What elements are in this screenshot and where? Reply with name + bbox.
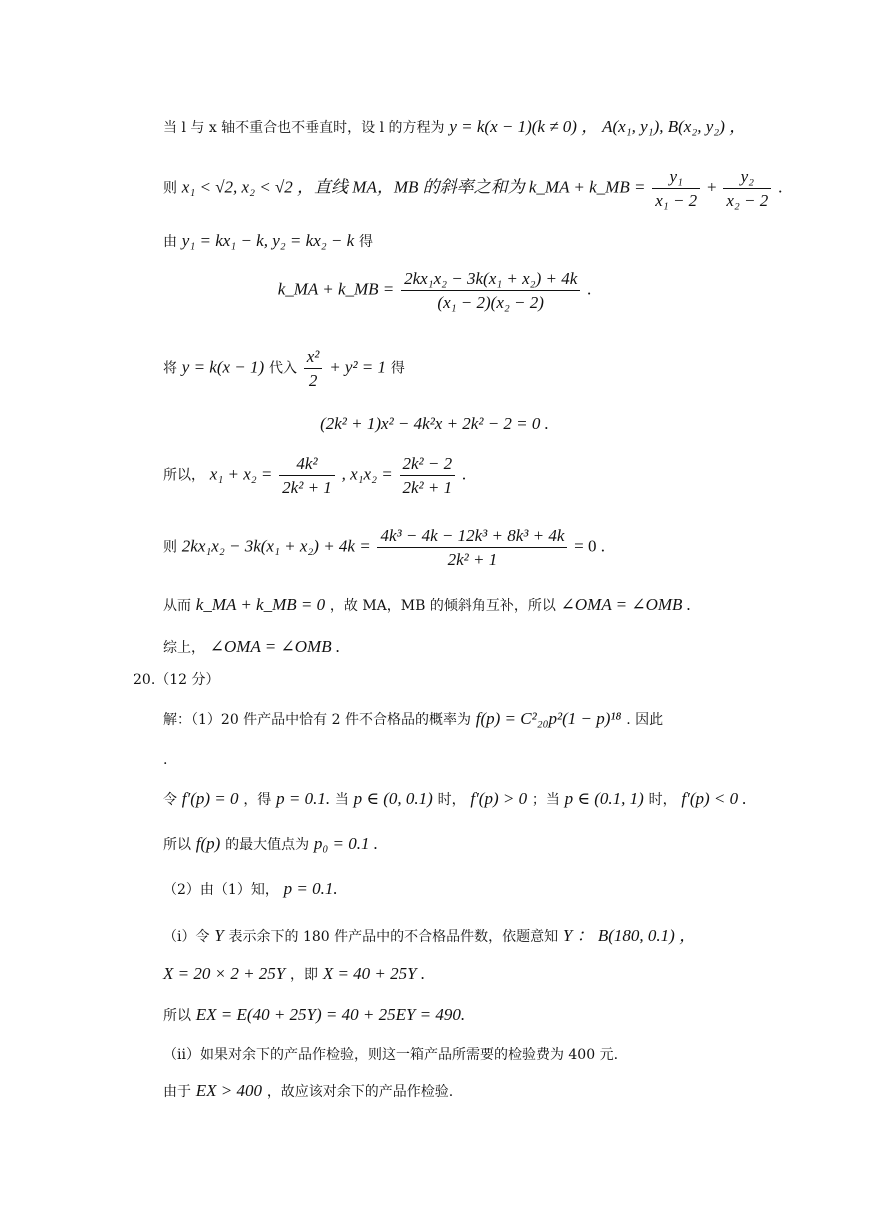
text-line-12: 解：（1）20 件产品中恰有 2 件不合格品的概率为 f(p) = C²₂₀p²(1 − p)¹⁸ . 因此 [163,709,664,728]
text-line-16: （2）由（1）知， p = 0.1. [163,879,338,898]
text-line-9: 从而 k_MA + k_MB = 0 ，故 MA，MB 的倾斜角互补，所以 ∠OMA = ∠OMB . [163,595,691,614]
display-equation-2: (2k² + 1)x² − 4k²x + 2k² − 2 = 0 . [320,414,549,433]
text-line-20: （ii）如果对余下的产品作检验，则这一箱产品所需要的检验费为 400 元. [163,1047,619,1063]
text-line-17: （i）令 Y 表示余下的 180 件产品中的不合格品件数，依题意知 Y ： B(180, 0.1) ， [163,926,697,945]
text-line-2: 则 x₁ < √2, x₂ < √2 ，直线 MA，MB 的斜率之和为 k_MA + k_MB = $\frac{\text{y₁}}{\text{x₁ − 2}}$ + $\frac{\text{y₂}}{\text{x₂ − 2}}$ . [163,167,783,210]
fraction: $\frac{\text{2k² − 2}}{\text{2k² + 1}}$ [400,455,456,496]
text-line-19: 所以 EX = E(40 + 25Y) = 40 + 25EY = 490. [163,1005,466,1024]
text-line-10: 综上， ∠OMA = ∠OMB . [163,637,341,656]
text-line-5: 将 y = k(x − 1) 代入 $\frac{\text{x²}}{2}$ + y² = 1 得 [163,347,405,390]
text-line-1: 当 l 与 x 轴不重合也不垂直时，设 l 的方程为 y = k(x − 1)(k ≠ 0) ， A(x₁, y₁), B(x₂, y₂) ， [163,117,747,136]
text-line-21: 由于 EX > 400 ，故应该对余下的产品作检验. [163,1081,454,1100]
question-header: 20.（12 分） [133,672,220,688]
text-line-8: 则 2kx₁x₂ − 3k(x₁ + x₂) + 4k = $\frac{\text{4k³ − 4k − 12k³ + 8k³ + 4k}}{\text{2k² + 1}}$ = 0 . [163,526,606,569]
fraction: $\frac{\text{4k²}}{\text{2k² + 1}}$ [279,455,335,496]
display-equation-1: k_MA + k_MB = $\frac{\text{2kx₁x₂ − 3k(x₁ + x₂) + 4k}}{\text{(x₁ − 2)(x₂ − 2)}}$ . [277,269,592,312]
fraction: $\frac{\text{y₁}}{\text{x₁ − 2}}$ [652,168,700,209]
text-line-14: 令 f′(p) = 0 ，得 p = 0.1. 当 p ∈ (0, 0.1) 时， f′(p) > 0 ；当 p ∈ (0.1, 1) 时， f′(p) < 0 . [163,789,747,808]
text-line-13: . [163,752,168,768]
fraction: $\frac{\text{y₂}}{\text{x₂ − 2}}$ [723,168,771,209]
fraction: $\frac{\text{2kx₁x₂ − 3k(x₁ + x₂) + 4k}}{\text{(x₁ − 2)(x₂ − 2)}}$ [401,270,580,311]
fraction: $\frac{\text{x²}}{2}$ [304,348,323,389]
text-line-15: 所以 f(p) 的最大值点为 p₀ = 0.1 . [163,834,379,853]
text-line-7: 所以， x₁ + x₂ = $\frac{\text{4k²}}{\text{2k² + 1}}$ , x₁x₂ = $\frac{\text{2k² − 2}}{\text{2k² + 1}}$ . [163,454,467,497]
text-line-3: 由 y₁ = kx₁ − k, y₂ = kx₂ − k 得 [163,231,373,250]
fraction: $\frac{\text{4k³ − 4k − 12k³ + 8k³ + 4k}}{\text{2k² + 1}}$ [377,527,567,568]
text-line-18: X = 20 × 2 + 25Y ，即 X = 40 + 25Y . [163,964,426,983]
